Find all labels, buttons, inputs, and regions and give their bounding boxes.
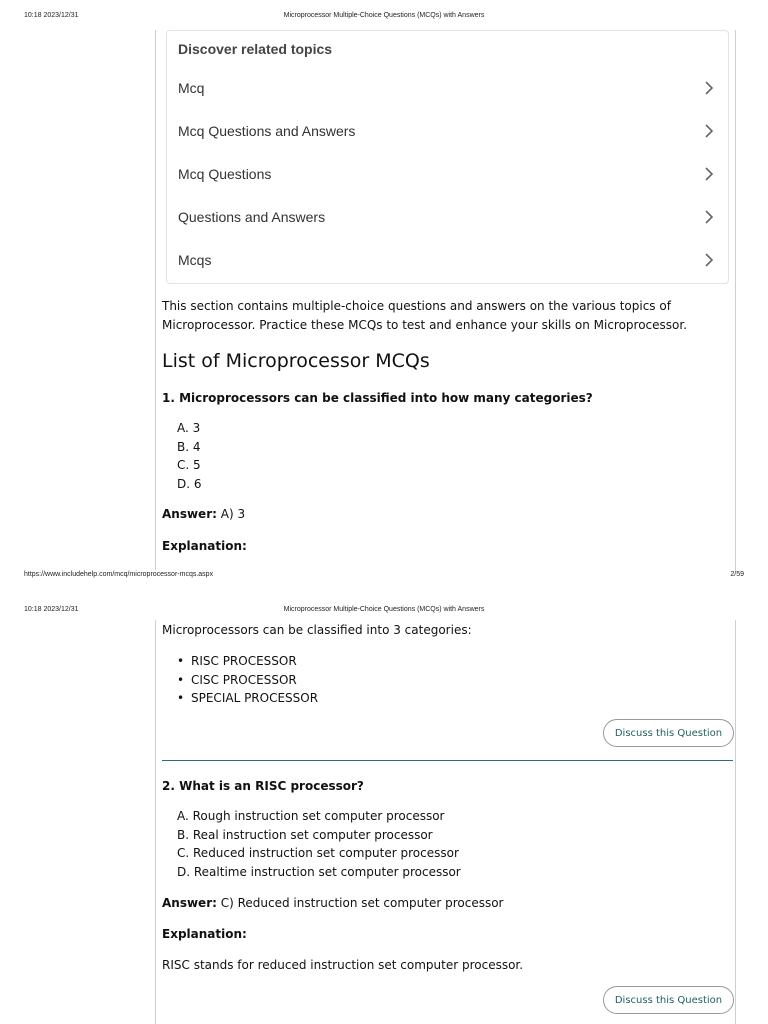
question-1-answer [162,507,245,521]
list-item: • RISC PROCESSOR [162,652,318,671]
content-left-border [155,30,156,570]
related-topic-label: Mcq [178,80,205,96]
chevron-right-icon [704,166,714,182]
discuss-question-1-button[interactable]: Discuss this Question [603,719,734,747]
option-c: C. 5 [177,458,201,472]
print-header [0,606,768,618]
related-topic-mcqs[interactable] [167,239,728,281]
print-page-2 [0,600,768,1024]
page-break [0,585,768,600]
processor-categories-list [162,652,318,708]
option-a: A. 3 [177,421,201,435]
question-1-explanation: Microprocessors can be classified into 3 categories: [162,623,472,637]
option-b: B. 4 [177,439,201,454]
related-topic-mcq-questions-and-answers[interactable] [167,110,728,152]
print-title: Microprocessor Multiple-Choice Questions (MCQs) with Answers [283,606,485,613]
question-2-text: 2. What is an RISC processor? [162,779,364,793]
chevron-right-icon [704,252,714,268]
related-topic-label: Questions and Answers [178,209,326,225]
discuss-question-2-button[interactable]: Discuss this Question [603,986,734,1014]
section-intro: This section contains multiple-choice questions and answers on the various topics of Microprocessor. Practice these MCQs to test and enhance your skills on Microprocessor. [162,299,688,332]
related-topic-label: Mcqs [178,252,212,268]
option-d: D. Realtime instruction set computer processor [177,864,461,879]
list-item: • SPECIAL PROCESSOR [162,689,318,708]
answer-value: A) 3 [216,507,246,521]
question-2-options [162,807,461,881]
chevron-right-icon [704,209,714,225]
related-topic-label: Mcq Questions [178,166,272,182]
question-1-explanation-label: Explanation: [162,539,247,553]
related-topic-mcq-questions[interactable] [167,153,728,195]
content-left-border [155,620,156,1024]
question-2-explanation-label: Explanation: [162,927,247,941]
option-b: B. Real instruction set computer processor [177,827,433,842]
print-datetime: ‎10:18 2023/12/31 [24,606,79,613]
print-url: https://www.includehelp.com/mcq/microprocessor-mcqs.aspx [24,571,214,578]
related-topic-mcq[interactable] [167,67,728,109]
chevron-right-icon [704,123,714,139]
list-item: • CISC PROCESSOR [162,671,318,690]
question-2-explanation: RISC stands for reduced instruction set computer processor. [162,958,524,972]
question-2-answer [162,896,504,910]
related-topic-label: Mcq Questions and Answers [178,123,356,139]
question-1-options [162,419,202,493]
content-right-border [735,620,736,1024]
print-footer [0,571,768,583]
print-datetime: ‎10:18 2023/12/31 [24,12,79,19]
option-c: C. Reduced instruction set computer processor [177,846,459,860]
option-a: A. Rough instruction set computer processor [177,809,445,823]
chevron-right-icon [704,80,714,96]
page-title: List of Microprocessor MCQs [162,350,430,372]
print-title: Microprocessor Multiple-Choice Questions (MCQs) with Answers [283,12,485,19]
print-header [0,12,768,24]
print-page-number: 2/59 [730,571,744,578]
question-1-text: 1. Microprocessors can be classified into how many categories? [162,391,593,405]
answer-label: Answer: [162,507,217,521]
content-right-border [735,30,736,570]
related-topics-heading: Discover related topics [178,41,333,57]
answer-value: C) Reduced instruction set computer processor [216,896,504,910]
related-topic-questions-and-answers[interactable] [167,196,728,238]
related-topics-box [166,30,729,284]
option-d: D. 6 [177,476,202,491]
answer-label: Answer: [162,896,217,910]
question-divider [162,760,733,761]
